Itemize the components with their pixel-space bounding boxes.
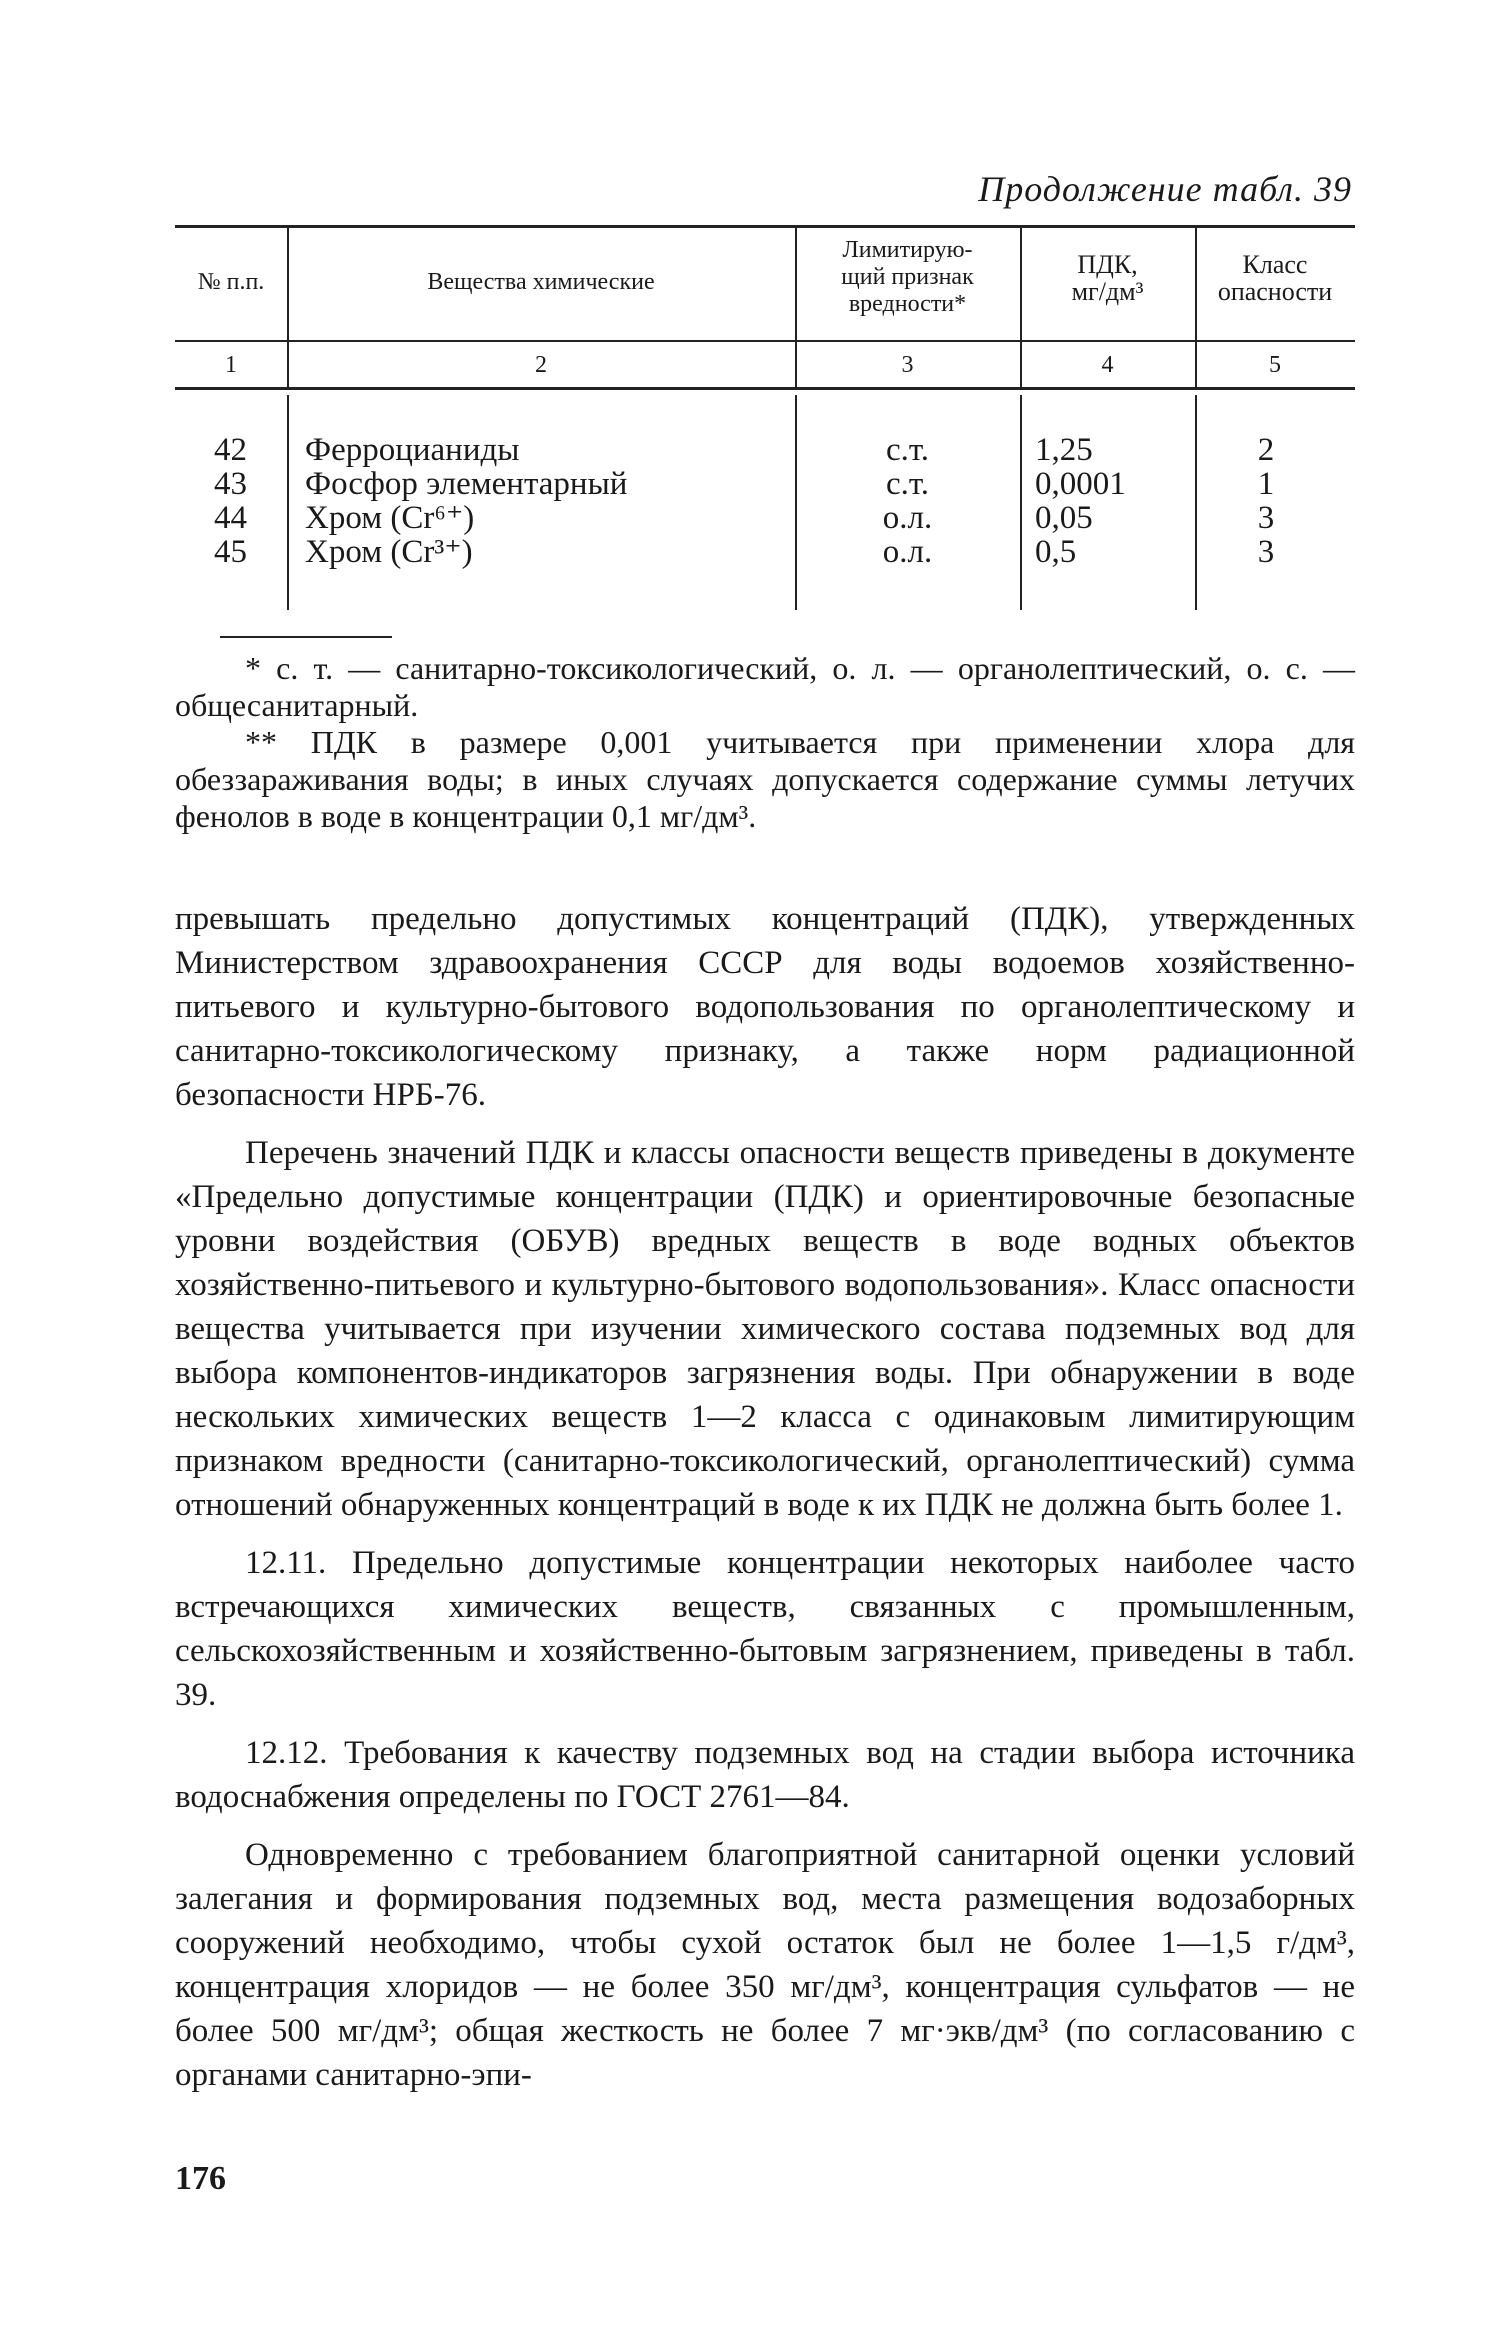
paragraph-pdk-list: Перечень значений ПДК и классы опасности веществ приведены в документе «Предельно допустимые концентрации (ПДК) и ориентировочные безопасные уровни воздействия (ОБУВ) вредных веществ в воде водных объектов хозяйственно-питьевого и культурно-бытового водопользования». Класс опасности вещества учитывается при изучении химического состава подземных вод для выбора компонентов-индикаторов загрязнения воды. При обнаружении в воде нескольких химических веществ 1—2 класса с одинаковым лимитирующим признаком вредности (санитарно-токсикологический, органолептический) сумма отношений обнаруженных концентраций в воде к их ПДК не должна быть более 1. xyxy=(175,1135,1355,1523)
body-divider-3 xyxy=(1020,395,1022,610)
row-limiting-sign: о.л. xyxy=(882,534,933,570)
row-hazard-class: 3 xyxy=(1257,500,1275,536)
paragraph-continuation: превышать предельно допустимых концентраций (ПДК), утвержденных Министерством здравоохранения СССР для воды водоемов хозяйственно-питьевого и культурно-бытового водопользования по органолептическому и санитарно-токсикологическому признаку, а также норм радиационной безопасности НРБ-76. xyxy=(175,901,1355,1113)
row-hazard-class: 2 xyxy=(1257,432,1275,468)
column-number-4: 4 xyxy=(1101,352,1114,378)
table-top-rule xyxy=(175,225,1355,228)
row-number: 45 xyxy=(214,534,247,570)
row-number: 44 xyxy=(214,500,247,536)
column-number-2: 2 xyxy=(535,352,547,378)
footnote-1: * с. т. — санитарно-токсикологический, о. л. — органолептический, о. с. — общесанитарный. xyxy=(175,650,1355,723)
row-limiting-sign: с.т. xyxy=(885,466,930,502)
body-text xyxy=(175,897,1355,2111)
row-hazard-class: 3 xyxy=(1257,534,1275,570)
row-pdk: 0,0001 xyxy=(1035,466,1126,502)
row-substance: Хром (Cr⁶⁺) xyxy=(305,500,475,536)
header-number: № п.п. xyxy=(197,269,265,295)
row-substance: Фосфор элементарный xyxy=(305,466,628,502)
row-pdk: 1,25 xyxy=(1035,432,1093,468)
paragraph-requirements: Одновременно с требованием благоприятной санитарной оценки условий залегания и формирования подземных вод, места размещения водозаборных сооружений необходимо, чтобы сухой остаток был не более 1—1,5 г/дм³, концентрация хлоридов — не более 350 мг/дм³, концентрация сульфатов — не более 500 мг/дм³; общая жесткость не более 7 мг·экв/дм³ (по согласованию с органами санитарно-эпи- xyxy=(175,1837,1355,2093)
row-limiting-sign: с.т. xyxy=(885,432,930,468)
column-number-5: 5 xyxy=(1269,352,1281,378)
row-number: 43 xyxy=(214,466,247,502)
body-divider-1 xyxy=(287,395,289,610)
row-limiting-sign: о.л. xyxy=(882,500,933,536)
page-number: 176 xyxy=(175,2160,226,2197)
row-pdk: 0,05 xyxy=(1035,500,1093,536)
footnotes xyxy=(175,650,1355,835)
footnote-2: ** ПДК в размере 0,001 учитывается при применении хлора для обеззараживания воды; в иных случаях допускается содержание суммы летучих фенолов в воде в концентрации 0,1 мг/дм³. xyxy=(175,724,1355,834)
colnum-bottom-rule xyxy=(175,387,1355,390)
row-number: 42 xyxy=(214,432,247,468)
header-hazard-class: Класс опасности xyxy=(1217,250,1333,306)
header-limiting-sign: Лимитирую- щий признак вредности* xyxy=(841,237,974,317)
table-caption: Продолжение табл. 39 xyxy=(978,169,1352,209)
footnote-rule xyxy=(220,636,392,638)
row-substance: Хром (Cr³⁺) xyxy=(305,534,473,570)
data-table xyxy=(175,225,1355,610)
paragraph-12-12: 12.12. Требования к качеству подземных вод на стадии выбора источника водоснабжения определены по ГОСТ 2761—84. xyxy=(175,1735,1355,1815)
column-number-3: 3 xyxy=(901,352,914,378)
row-hazard-class: 1 xyxy=(1257,466,1275,502)
header-substance: Вещества химические xyxy=(427,269,655,295)
row-pdk: 0,5 xyxy=(1035,534,1077,570)
header-pdk: ПДК, мг/дм³ xyxy=(1071,250,1144,306)
column-number-1: 1 xyxy=(225,352,237,378)
paragraph-12-11: 12.11. Предельно допустимые концентрации некоторых наиболее часто встречающихся химических веществ, связанных с промышленным, сельскохозяйственным и хозяйственно-бытовым загрязнением, приведены в табл. 39. xyxy=(175,1545,1355,1713)
row-substance: Ферроцианиды xyxy=(305,432,520,468)
header-bottom-rule xyxy=(175,340,1355,342)
